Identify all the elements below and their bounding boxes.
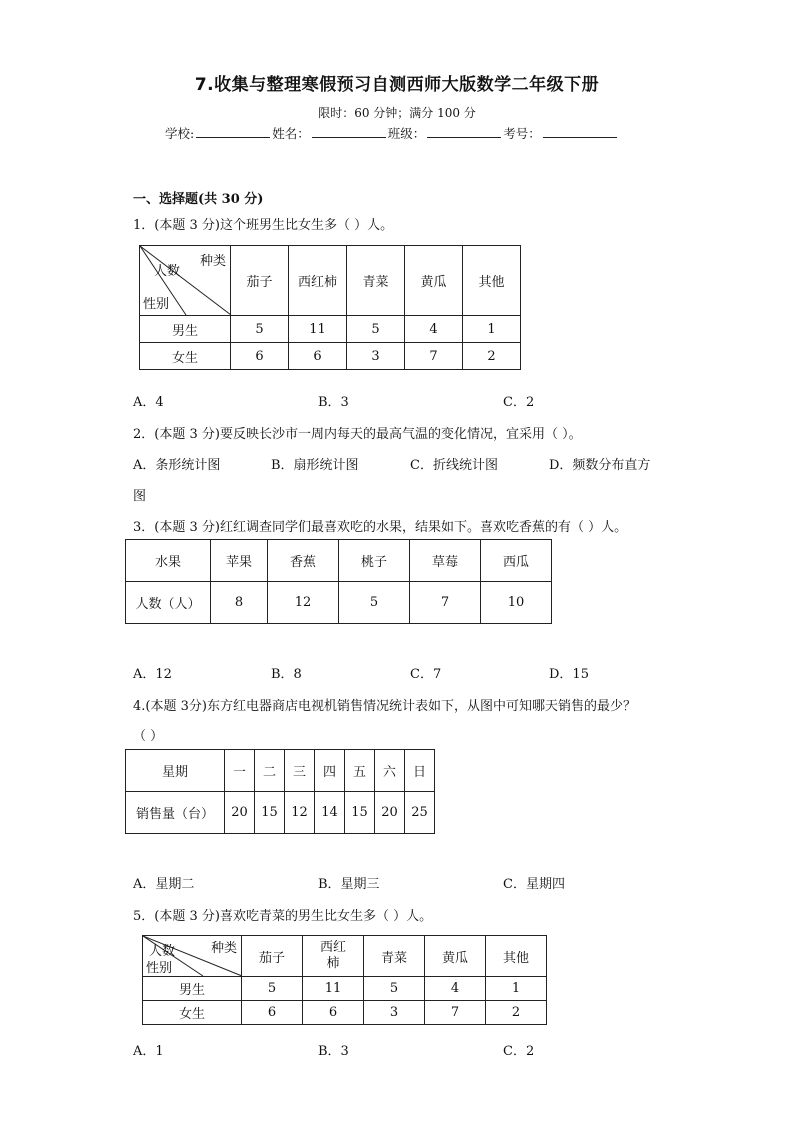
q4-option-c[interactable]: C．星期四 <box>503 877 565 892</box>
table-header: 星期 <box>126 750 225 792</box>
name-label: 姓名： <box>272 126 310 141</box>
table-cell: 5 <box>347 316 405 343</box>
table-cell: 6 <box>231 343 289 370</box>
row-label: 女生 <box>140 343 231 370</box>
row-label: 男生 <box>140 316 231 343</box>
table-row <box>126 792 435 834</box>
corner-gender-label: 性别 <box>143 297 170 312</box>
table-row <box>140 343 521 370</box>
table-cell: 11 <box>289 316 347 343</box>
column-header: 黄瓜 <box>405 246 463 316</box>
question-2-stem: 2．(本题 3 分)要反映长沙市一周内每天的最高气温的变化情况，宜采用（ ）。 <box>133 427 582 442</box>
q4-option-b[interactable]: B．星期三 <box>318 877 380 892</box>
q4-option-a[interactable]: A．星期二 <box>133 877 195 892</box>
table-row <box>140 316 521 343</box>
table-header: 六 <box>375 750 405 792</box>
column-header: 茄子 <box>231 246 289 316</box>
question-3-table <box>125 539 552 624</box>
table-row <box>143 977 547 1001</box>
row-label: 人数（人） <box>126 582 211 624</box>
table-cell: 2 <box>486 1001 547 1025</box>
question-4-table <box>125 749 435 834</box>
q2-option-d-wrap: 图 <box>133 489 147 504</box>
column-header: 茄子 <box>242 936 303 977</box>
exam-no-blank[interactable] <box>543 125 617 138</box>
q1-option-a[interactable]: A．4 <box>133 395 164 410</box>
row-label: 男生 <box>143 977 242 1001</box>
table-cell: 12 <box>285 792 315 834</box>
table-cell: 20 <box>225 792 255 834</box>
question-5-stem: 5．(本题 3 分)喜欢吃青菜的男生比女生多（ ）人。 <box>133 909 433 924</box>
table-cell: 15 <box>345 792 375 834</box>
column-header: 青菜 <box>347 246 405 316</box>
student-info-line <box>165 124 619 142</box>
table-row <box>126 540 552 582</box>
q2-option-d[interactable]: D．频数分布直方 <box>549 458 651 473</box>
question-1-stem: 1．(本题 3 分)这个班男生比女生多（ ）人。 <box>133 218 394 233</box>
table-cell: 20 <box>375 792 405 834</box>
table-header: 苹果 <box>211 540 268 582</box>
table-cell: 12 <box>268 582 339 624</box>
table-row <box>126 750 435 792</box>
column-header: 青菜 <box>364 936 425 977</box>
column-header: 黄瓜 <box>425 936 486 977</box>
row-label: 女生 <box>143 1001 242 1025</box>
table-cell: 3 <box>347 343 405 370</box>
table-cell: 6 <box>289 343 347 370</box>
table-cell: 5 <box>364 977 425 1001</box>
class-label: 班级： <box>387 126 426 141</box>
table-header: 桃子 <box>339 540 410 582</box>
q1-option-b[interactable]: B．3 <box>318 395 349 410</box>
table-cell: 8 <box>211 582 268 624</box>
corner-header-cell <box>143 936 242 977</box>
table-cell: 11 <box>303 977 364 1001</box>
question-4-stem: 4.(本题 3分)东方红电器商店电视机销售情况统计表如下，从图中可知哪天销售的最少？ <box>133 699 636 714</box>
class-blank[interactable] <box>427 125 501 138</box>
table-cell: 25 <box>405 792 435 834</box>
table-cell: 7 <box>405 343 463 370</box>
table-header: 三 <box>285 750 315 792</box>
table-header: 草莓 <box>410 540 481 582</box>
table-header: 水果 <box>126 540 211 582</box>
table-row <box>126 582 552 624</box>
table-cell: 6 <box>242 1001 303 1025</box>
table-cell: 10 <box>481 582 552 624</box>
table-cell: 4 <box>425 977 486 1001</box>
q2-option-c[interactable]: C．折线统计图 <box>410 458 498 473</box>
table-cell: 4 <box>405 316 463 343</box>
corner-count-label: 人数 <box>149 944 176 959</box>
corner-gender-label: 性别 <box>146 961 173 976</box>
page-title: 7.收集与整理寒假预习自测西师大版数学二年级下册 <box>194 75 600 95</box>
table-header: 日 <box>405 750 435 792</box>
q5-option-c[interactable]: C．2 <box>503 1044 535 1059</box>
table-cell: 5 <box>231 316 289 343</box>
table-cell: 1 <box>463 316 521 343</box>
column-header: 其他 <box>486 936 547 977</box>
column-header: 西红柿 <box>289 246 347 316</box>
table-cell: 3 <box>364 1001 425 1025</box>
table-cell: 2 <box>463 343 521 370</box>
table-cell: 14 <box>315 792 345 834</box>
row-label: 销售量（台） <box>126 792 225 834</box>
question-3-stem: 3．(本题 3 分)红红调查同学们最喜欢吃的水果，结果如下。喜欢吃香蕉的有（ ）人。 <box>133 520 628 535</box>
table-cell: 15 <box>255 792 285 834</box>
q3-option-d[interactable]: D．15 <box>549 667 589 682</box>
q1-option-c[interactable]: C．2 <box>503 395 535 410</box>
table-header: 五 <box>345 750 375 792</box>
q5-option-b[interactable]: B．3 <box>318 1044 349 1059</box>
table-header: 二 <box>255 750 285 792</box>
name-blank[interactable] <box>312 125 386 138</box>
q3-option-b[interactable]: B．8 <box>271 667 302 682</box>
table-header: 西瓜 <box>481 540 552 582</box>
q3-option-a[interactable]: A．12 <box>133 667 172 682</box>
corner-type-label: 种类 <box>210 941 237 956</box>
question-4-stem-cont: （ ） <box>133 729 164 744</box>
table-header: 四 <box>315 750 345 792</box>
q3-option-c[interactable]: C．7 <box>410 667 442 682</box>
corner-header-cell <box>140 246 231 316</box>
school-blank[interactable] <box>196 125 270 138</box>
column-header: 其他 <box>463 246 521 316</box>
q5-option-a[interactable]: A．1 <box>133 1044 164 1059</box>
time-limit: 限时：60 分钟；满分 100 分 <box>318 106 476 120</box>
question-5-table <box>142 935 547 1025</box>
table-cell: 6 <box>303 1001 364 1025</box>
school-label: 学校: <box>165 126 195 141</box>
section-title: 一、选择题(共 30 分) <box>133 192 264 207</box>
table-header: 一 <box>225 750 255 792</box>
table-cell: 7 <box>425 1001 486 1025</box>
table-cell: 7 <box>410 582 481 624</box>
table-row <box>143 1001 547 1025</box>
q2-option-a[interactable]: A．条形统计图 <box>133 458 221 473</box>
table-cell: 5 <box>242 977 303 1001</box>
q2-option-b[interactable]: B．扇形统计图 <box>271 458 359 473</box>
table-header: 香蕉 <box>268 540 339 582</box>
question-1-table <box>139 245 521 370</box>
corner-count-label: 人数 <box>154 264 181 279</box>
column-header: 西红 柿 <box>303 936 364 977</box>
table-cell: 1 <box>486 977 547 1001</box>
corner-type-label: 种类 <box>199 254 226 269</box>
exam-no-label: 考号： <box>503 126 541 141</box>
table-cell: 5 <box>339 582 410 624</box>
